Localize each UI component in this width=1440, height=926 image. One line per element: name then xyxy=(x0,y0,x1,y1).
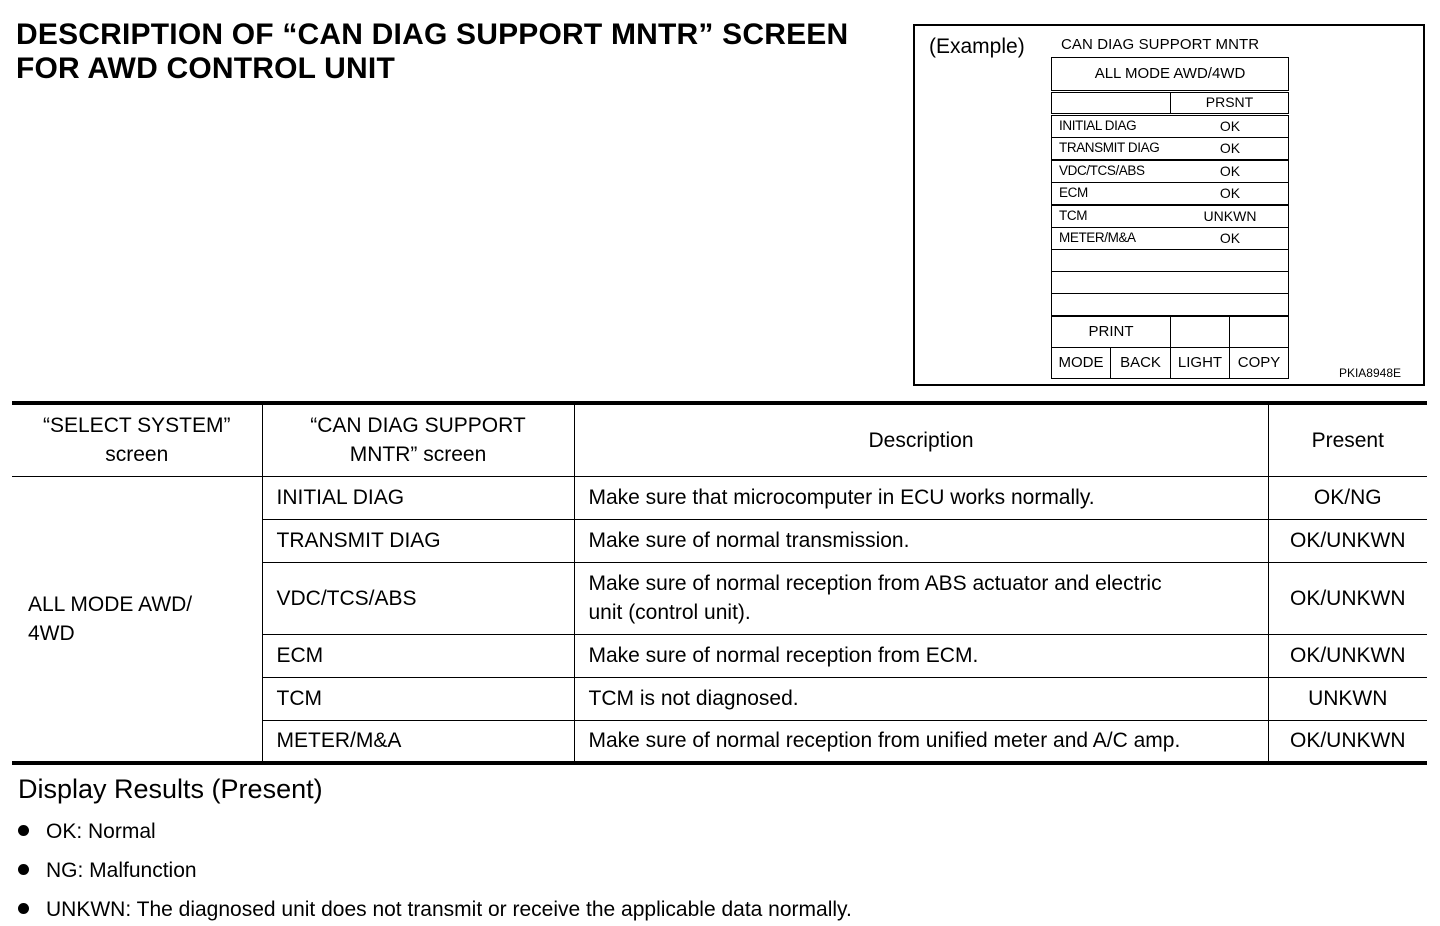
cell-present: OK/UNKWN xyxy=(1268,720,1427,763)
cell-item: METER/M&A xyxy=(262,720,574,763)
page-title-line-1: DESCRIPTION OF “CAN DIAG SUPPORT MNTR” SCREEN xyxy=(16,18,849,51)
screen-row-value: OK xyxy=(1219,185,1241,201)
bullet-icon xyxy=(18,864,29,875)
cell-present: OK/NG xyxy=(1268,476,1427,519)
cell-item: TCM xyxy=(262,677,574,720)
cell-description xyxy=(574,562,1268,634)
cell-item: ECM xyxy=(262,634,574,677)
header-can-diag-line-2: MNTR” screen xyxy=(349,443,487,467)
bullet-icon xyxy=(18,903,29,914)
copy-button[interactable]: COPY xyxy=(1229,347,1289,379)
cell-present: UNKWN xyxy=(1268,677,1427,720)
screen-empty-row xyxy=(1051,293,1289,316)
screen-system-name: ALL MODE AWD/4WD xyxy=(1051,57,1289,91)
light-button[interactable]: LIGHT xyxy=(1170,347,1230,379)
result-item-text: NG: Malfunction xyxy=(46,859,197,882)
cell-description: Make sure that microcomputer in ECU works normally. xyxy=(574,476,1268,519)
cell-system-line-2: 4WD xyxy=(28,621,75,645)
screen-empty-row xyxy=(1051,249,1289,272)
screen-row xyxy=(1051,115,1289,138)
header-can-diag-line-1: “CAN DIAG SUPPORT xyxy=(310,414,526,438)
mode-button[interactable]: MODE xyxy=(1051,347,1111,379)
cell-item: TRANSMIT DIAG xyxy=(262,519,574,562)
screen-row-label: TRANSMIT DIAG xyxy=(1059,140,1160,155)
header-select-system xyxy=(12,403,262,476)
result-item xyxy=(18,819,156,845)
screen-row-label: VDC/TCS/ABS xyxy=(1059,163,1145,178)
header-present: Present xyxy=(1268,403,1427,476)
screen-title: CAN DIAG SUPPORT MNTR xyxy=(1061,36,1260,53)
cell-system xyxy=(12,476,262,763)
print-button[interactable]: PRINT xyxy=(1051,316,1171,348)
header-description: Description xyxy=(574,403,1268,476)
screen-row-value: OK xyxy=(1219,118,1241,134)
header-can-diag-screen xyxy=(262,403,574,476)
result-item xyxy=(18,858,197,884)
result-item-text: UNKWN: The diagnosed unit does not transmit or receive the applicable data normally. xyxy=(46,898,852,921)
cell-description: TCM is not diagnosed. xyxy=(574,677,1268,720)
page-title-line-2: FOR AWD CONTROL UNIT xyxy=(16,52,395,85)
example-label: (Example) xyxy=(929,35,1025,58)
screen-row-label: ECM xyxy=(1059,185,1088,200)
cell-description: Make sure of normal reception from unified meter and A/C amp. xyxy=(574,720,1268,763)
screen-row xyxy=(1051,205,1289,228)
screen-row-value: OK xyxy=(1219,230,1241,246)
page-title xyxy=(16,18,906,86)
screen-row-value: OK xyxy=(1219,163,1241,179)
cell-present: OK/UNKWN xyxy=(1268,519,1427,562)
screen-row-value: UNKWN xyxy=(1203,208,1257,224)
header-select-system-line-2: screen xyxy=(105,443,169,467)
screen-row xyxy=(1051,137,1289,160)
screen-row-label: INITIAL DIAG xyxy=(1059,118,1137,133)
result-item-text: OK: Normal xyxy=(46,820,156,843)
back-button[interactable]: BACK xyxy=(1110,347,1171,379)
cell-system-line-1: ALL MODE AWD/ xyxy=(28,592,193,616)
table-header-row xyxy=(12,403,1427,476)
screen-row xyxy=(1051,182,1289,205)
screen-row-label: METER/M&A xyxy=(1059,230,1136,245)
screen-row xyxy=(1051,227,1289,250)
figure-code: PKIA8948E xyxy=(1338,366,1401,380)
cell-item: VDC/TCS/ABS xyxy=(262,562,574,634)
table-row xyxy=(12,476,1427,519)
blank-button[interactable] xyxy=(1170,316,1230,348)
screen-row-label: TCM xyxy=(1059,208,1088,223)
result-item xyxy=(18,897,852,923)
cell-present: OK/UNKWN xyxy=(1268,634,1427,677)
cell-description-line-2: unit (control unit). xyxy=(588,601,751,624)
cell-present: OK/UNKWN xyxy=(1268,562,1427,634)
cell-item: INITIAL DIAG xyxy=(262,476,574,519)
header-select-system-line-1: “SELECT SYSTEM” xyxy=(43,414,231,438)
cell-description: Make sure of normal reception from ECM. xyxy=(574,634,1268,677)
screen-empty-row xyxy=(1051,271,1289,294)
can-diag-description-table xyxy=(12,401,1427,765)
screen-row-value: OK xyxy=(1219,140,1241,156)
blank-button[interactable] xyxy=(1229,316,1289,348)
cell-description-line-1: Make sure of normal reception from ABS actuator and electric xyxy=(588,572,1162,595)
screen-column-header: PRSNT xyxy=(1170,92,1289,114)
screen-row xyxy=(1051,160,1289,183)
cell-description: Make sure of normal transmission. xyxy=(574,519,1268,562)
results-heading: Display Results (Present) xyxy=(18,774,323,804)
example-screen-figure xyxy=(913,24,1425,386)
screen-header-blank xyxy=(1051,92,1171,114)
bullet-icon xyxy=(18,825,29,836)
